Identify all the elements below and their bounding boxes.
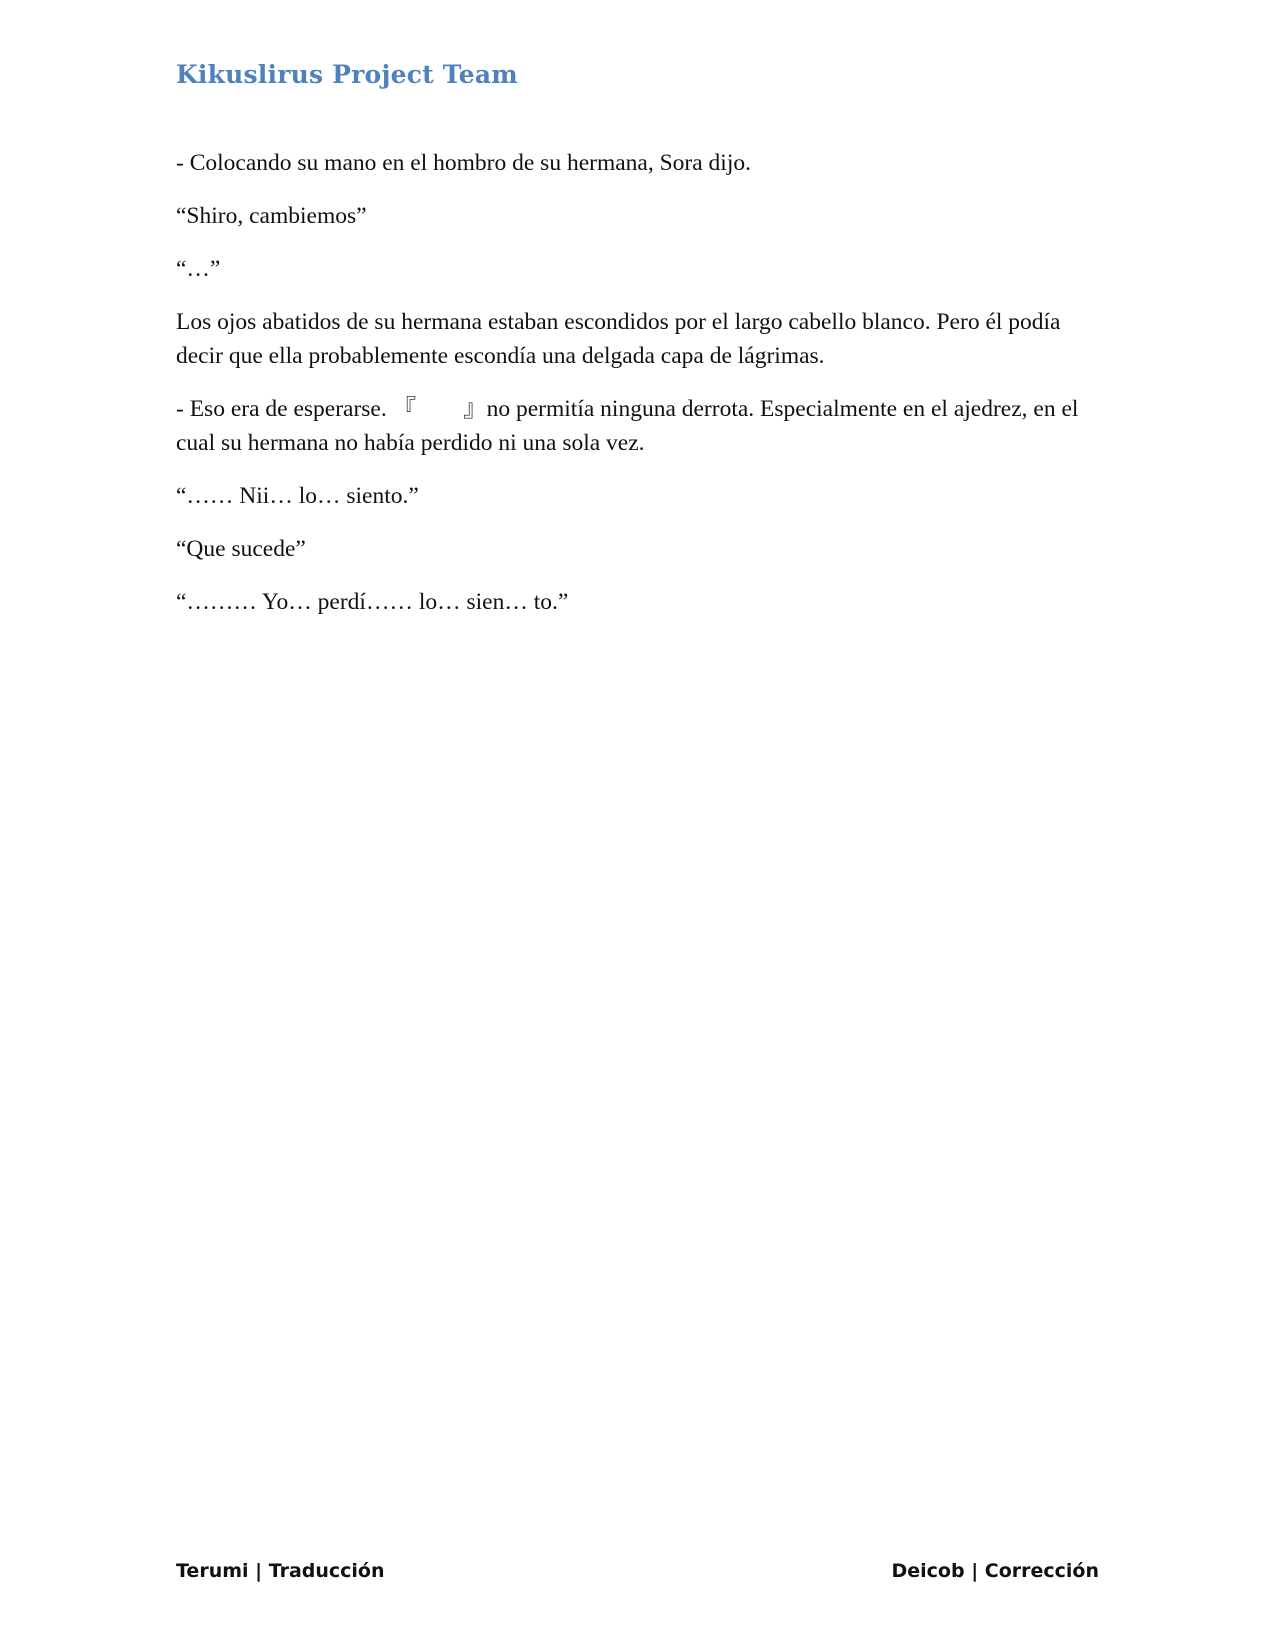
paragraph: “Shiro, cambiemos” <box>176 203 367 229</box>
paragraph: “……… Yo… perdí…… lo… sien… to.” <box>176 589 569 615</box>
paragraph: “…” <box>176 256 221 282</box>
paragraph: “Que sucede” <box>176 536 306 562</box>
paragraph: Los ojos abatidos de su hermana estaban escondidos por el largo cabello blanco. Pero él podía decir que ella probablemente escondía una delgada capa de lágrimas. <box>176 309 1061 369</box>
footer-translator-credit: Terumi | Traducción <box>176 1560 385 1582</box>
paragraph: - Eso era de esperarse. 『 』no permitía ninguna derrota. Especialmente en el ajedrez, en el cual su hermana no había perdido ni una sola vez. <box>176 396 1079 456</box>
paragraph: - Colocando su mano en el hombro de su hermana, Sora dijo. <box>176 150 751 176</box>
document-body <box>176 146 1096 638</box>
paragraph: “…… Nii… lo… siento.” <box>176 483 419 509</box>
footer-proofreader-credit: Deicob | Corrección <box>891 1560 1099 1582</box>
page-header-title: Kikuslirus Project Team <box>176 60 518 89</box>
